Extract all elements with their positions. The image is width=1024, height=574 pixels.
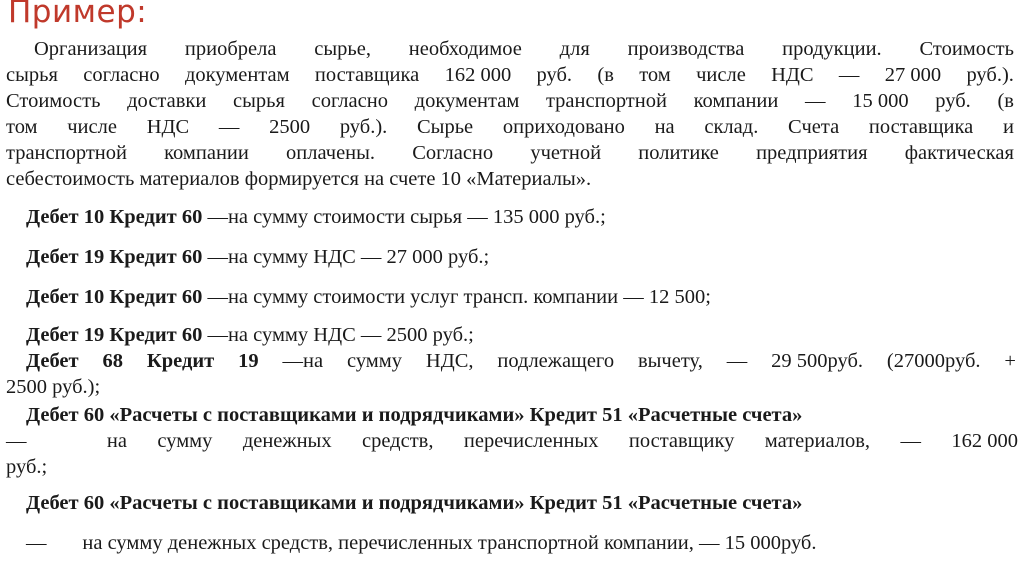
entry-1 (26, 204, 606, 230)
paragraph-line-1: Организация приобрела сырье, необходимое для производства продукции. Стоимость (34, 38, 1014, 60)
entry-4 (26, 322, 474, 348)
entry-2-text: —на сумму НДС — 27 000 руб.; (202, 246, 490, 268)
paragraph-line-3: Стоимость доставки сырья согласно документам транспортной компании — 15 000 руб. (в (6, 90, 1014, 112)
entry-2 (26, 244, 489, 270)
entry-3 (26, 284, 711, 310)
entry-6-line-3: руб.; (6, 456, 48, 478)
entry-5 (6, 348, 1016, 400)
paragraph-line-6: себестоимость материалов формируется на счете 10 «Материалы». (6, 168, 592, 190)
entry-7-text: — на сумму денежных средств, перечисленных транспортной компании, — 15 000руб. (26, 532, 817, 554)
entry-1-text: —на сумму стоимости сырья — 135 000 руб.; (202, 206, 606, 228)
entry-6 (6, 402, 1018, 480)
paragraph-line-2: сырья согласно документам поставщика 162 000 руб. (в том числе НДС — 27 000 руб.). (6, 64, 1014, 86)
entry-4-accounts: Дебет 19 Кредит 60 (26, 324, 203, 346)
entry-5-line-2: 2500 руб.); (6, 376, 101, 398)
entry-5-line-1: Дебет 68 Кредит 19 —на сумму НДС, подлежащего вычету, — 29 500руб. (27000руб. + (26, 350, 1016, 372)
paragraph-line-4: том числе НДС — 2500 руб.). Сырье оприходовано на склад. Счета поставщика и (6, 116, 1014, 138)
entry-6-line-2: — на сумму денежных средств, перечисленных поставщику материалов, — 162 000 (6, 430, 1018, 452)
paragraph-line-5: транспортной компании оплачены. Согласно учетной политике предприятия фактическая (6, 142, 1014, 164)
entry-3-text: —на сумму стоимости услуг трансп. компании — 12 500; (202, 286, 711, 308)
entry-1-accounts: Дебет 10 Кредит 60 (26, 206, 203, 228)
entry-2-accounts: Дебет 19 Кредит 60 (26, 246, 203, 268)
entry-3-accounts: Дебет 10 Кредит 60 (26, 286, 203, 308)
entry-7-accounts: Дебет 60 «Расчеты с поставщиками и подрядчиками» Кредит 51 «Расчетные счета» (26, 492, 803, 514)
entry-6-accounts: Дебет 60 «Расчеты с поставщиками и подрядчиками» Кредит 51 «Расчетные счета» (26, 404, 803, 426)
slide-title: Пример: (8, 0, 148, 30)
entry-4-text: —на сумму НДС — 2500 руб.; (202, 324, 474, 346)
example-paragraph (6, 36, 1014, 192)
